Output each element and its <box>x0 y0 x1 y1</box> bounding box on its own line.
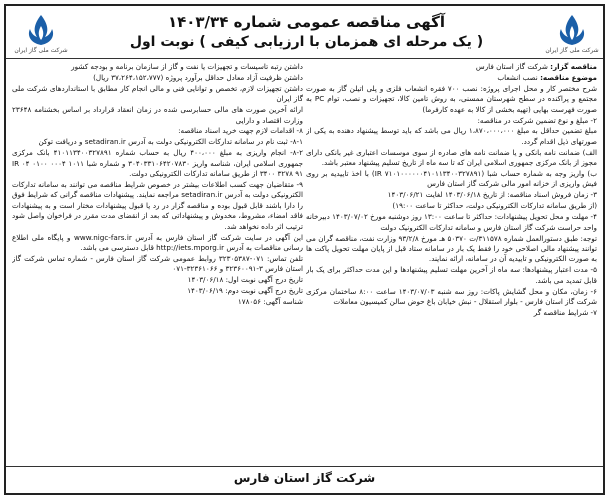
paragraph <box>306 234 597 265</box>
paragraph <box>306 265 597 286</box>
paragraph <box>12 180 303 232</box>
paragraph <box>12 148 303 179</box>
paragraph-text: داشتن ظرفیت آزاد معادل حداقل برآورد پروژه (۳۷،۲۶۴،۱۵۲،۷۷۷ ریال) <box>93 72 303 82</box>
paragraph-text: توجه: طبق دستورالعمل شماره ۳۱۱۵۷۸/ت ۵۰۳۷۰ هـ مورخ ۹۳/۲/۸ وزارت نفت، مناقصه گران می توانند پیشنهاد مالی اصلاحی خود را فقط یک بار در سامانه ستاد قبل از پایان مهلت تحویل پاکت ها به صورت الکترونیکی و تاییدیه آن در سامانه، ارائه نمایند. <box>306 233 597 264</box>
paragraph <box>306 84 597 115</box>
paragraph-text: این آگهی در سایت شرکت گاز استان فارس به آدرس www.nigc-fars.ir و پایگاه ملی اطلاع رسانی مناقصات به آدرس http://iets.mporg.ir قابل دسترسی می باشد. <box>12 232 303 252</box>
paragraph-text: داشتن رتبه تاسیسات و تجهیزات یا نفت و گاز از سازمان برنامه و بودجه کشور <box>71 62 303 71</box>
paragraph-text: ۸- اقدامات لازم جهت خرید اسناد مناقصه: <box>178 126 303 136</box>
paragraph <box>12 73 303 83</box>
paragraph <box>306 62 597 72</box>
paragraph-text: تلفن تماس: ۰۷۱-۳۲۳۰۵۳۸۷ روابط عمومی شرکت گاز استان فارس - شماره تماس شرکت گاز استان فارس ۳-۳۲۳۶۰۰۹۱ و ۳۲۳۶۱۰۶۶-۰۷۱ <box>12 253 303 274</box>
paragraph-text: ۶- زمان، مکان و محل گشایش پاکات: روز سه شنبه ۱۴۰۳/۰۷/۰۳ ساعت ۸:۰۰ ساختمان مرکزی شرکت گاز استان فارس - بلوار استقلال - نبش خیابان باغ حوض سالن کمیسیون معاملات <box>306 286 597 306</box>
paragraph-text: (از طریق سامانه تدارکات الکترونیکی دولت، حداکثر تا ساعت ۱۹:۰۰) <box>392 201 597 211</box>
company-logo-left <box>10 12 72 54</box>
ad-frame <box>4 4 605 495</box>
paragraph <box>12 275 303 285</box>
paragraph-text: داشتن تجهیزات لازم، تخصص و توانایی فنی و مالی انجام کار مطابق با استانداردهای شرکت ملی گاز ایران <box>12 83 303 104</box>
paragraph <box>306 212 597 233</box>
paragraph-text: شرکت گاز استان فارس <box>475 62 551 71</box>
paragraph <box>306 148 597 169</box>
paragraph <box>306 126 597 147</box>
right-column <box>306 62 597 460</box>
company-logo-right <box>541 12 603 54</box>
footer-divider <box>6 466 603 467</box>
paragraph-text: ۸-۱- ثبت نام در سامانه تدارکات الکترونیکی دولت به آدرس setadiran.ir و دریافت توکن <box>38 137 303 147</box>
paragraph-text: ۸-۲- انجام واریزی به مبلغ ۴۰۰،۰۰۰ ریال به حساب شماره ۴۱۰۱۱۳۴۰۰۳۲۷۸۹۱ بانک مرکزی جمهوری اسلامی ایران، شناسه واریز ۳۰۴۰۳۳۱۰۶۴۲۰۷۸۳۰ و شماره شبا IR ۰۴ ۰۱۰۰ ۰۰۰۴ ۱۰۱۱ ۳۴۰۰ ۳۲۷۸ ۹۱ از طریق سامانه تدارکات الکترونیکی دولت. <box>12 148 303 179</box>
paragraph <box>12 137 303 147</box>
paragraph-text: مبلغ تضمین حداقل به مبلغ ۱،۸۷۰،۰۰۰،۰۰۰ ریال می باشد که باید توسط پیشنهاد دهنده به یکی از صورتهای ذیل اقدام گردد. <box>306 126 597 146</box>
paragraph <box>306 116 597 126</box>
left-column <box>12 62 303 460</box>
paragraph-text: نصب انشعاب <box>497 72 541 82</box>
paragraph <box>12 233 303 254</box>
paragraph-label: مناقصه گزار: <box>550 62 597 71</box>
paragraph <box>12 126 303 136</box>
paragraph <box>306 308 597 318</box>
paragraph <box>12 286 303 296</box>
paragraph-text: ۵- مدت اعتبار پیشنهادها: سه ماه از آخرین مهلت تسلیم پیشنهادها و این مدت حداکثر برای یک بار قابل تمدید می باشد. <box>306 265 597 285</box>
paragraph-text: ۲- مبلغ و نوع تضمین شرکت در مناقصه: <box>477 115 597 125</box>
ad-title: آگهی مناقصه عمومی شماره ۱۴۰۳/۳۴ <box>167 13 446 31</box>
paragraph-text: شرح مختصر کار و محل اجرای پروژه: نصب ۷۰۰ فقره انشعاب فلزی و پلی اتیلن گاز به صورت مجتمع و پراکنده در سطح شهرستان ممسنی، به روش تامین کالا، تجهیزات و نصب، توام PC به صورت فهرست بهایی (تهیه بخشی از کالا به عهده کارفرما) <box>306 83 597 114</box>
logo-caption: شرکت ملی گاز ایران <box>14 47 68 54</box>
logo-caption: شرکت ملی گاز ایران <box>545 47 599 54</box>
paragraph <box>12 105 303 126</box>
paragraph <box>306 201 597 211</box>
paragraph-text: تاریخ درج آگهی نوبت اول: ۱۴۰۳/۰۶/۱۸ <box>187 275 303 285</box>
ad-body <box>12 62 597 460</box>
paragraph-text: ۹- متقاضیان جهت کسب اطلاعات بیشتر در خصوص شرایط مناقصه می توانند به سامانه تدارکات الکترونیکی دولت به آدرس setadiran.ir مراجعه نمایند. پیشنهادات مناقصه گرانی که شرایط فوق را دارا باشند قابل قبول بوده و مناقصه گزار در رد یا قبول پیشنهادات مختار است و به پیشنهادات فاقد امضاء، مشروط، مخدوش و پیشنهاداتی که بعد از انقضای مدت مقرر در فراخوان واصل شود ترتیب اثر داده نخواهد شد. <box>12 179 303 231</box>
paragraph-text: ب) واریز وجه به شماره حساب شبا (IR ۷۱۰۱۰۰۰۰۰۰۴۱۰۱۱۳۴۰۰۳۲۷۸۹۱) با اخذ تاییدیه بر روی فیش واریزی از خزانه امور مالی شرکت گاز استان فارس <box>306 169 597 189</box>
paragraph-text: تاریخ درج آگهی نوبت دوم: ۱۴۰۳/۰۶/۱۹ <box>187 286 303 296</box>
paragraph <box>12 297 303 307</box>
flame-logo-icon <box>10 12 72 48</box>
ad-header <box>6 10 607 56</box>
paragraph-text: ۷- شرایط مناقصه گر <box>533 307 597 317</box>
paragraph <box>12 84 303 105</box>
paragraph-text: شناسه آگهی: ۱۷۸۰۵۶ <box>237 296 303 306</box>
flame-logo-icon <box>541 12 603 48</box>
paragraph-label: موضوع مناقصه: <box>540 72 597 82</box>
paragraph <box>306 169 597 190</box>
paragraph-text: الف) ضمانت نامه بانکی و یا ضمانت نامه های صادره از سوی موسسات اعتباری غیر بانکی دارای مجوز از بانک مرکزی جمهوری اسلامی ایران که تا سه ماه از تاریخ تسلیم پیشنهاد معتبر باشد. <box>306 147 597 168</box>
paragraph <box>306 287 597 308</box>
header-divider <box>6 58 603 59</box>
paragraph <box>12 62 303 72</box>
ad-footer: شرکت گاز استان فارس <box>233 471 376 485</box>
paragraph-text: ارائه آخرین صورت های مالی حسابرسی شده در زمان انعقاد قرارداد بر اساس بخشنامه ۲۳۶۴۸ وزارت اقتصاد و دارایی <box>12 105 303 125</box>
paragraph-text: ۴- مهلت و محل تحویل پیشنهادات: حداکثر تا ساعت ۱۳:۰۰ روز دوشنبه مورخ ۱۴۰۳/۰۷/۰۲ دبیرخانه واحد حراست شرکت گاز استان فارس و سامانه تدارکات الکترونیک دولت <box>306 212 597 232</box>
paragraph <box>12 254 303 275</box>
paragraph <box>306 73 597 83</box>
paragraph <box>306 190 597 200</box>
ad-subtitle: ( یک مرحله ای همزمان با ارزیابی کیفی ) نوبت اول <box>129 34 484 50</box>
paragraph-text: ۳- زمان فروش اسناد مناقصه: از تاریخ ۱۴۰۳/۰۶/۱۸ لغایت ۱۴۰۳/۰۶/۲۱ <box>387 190 597 200</box>
